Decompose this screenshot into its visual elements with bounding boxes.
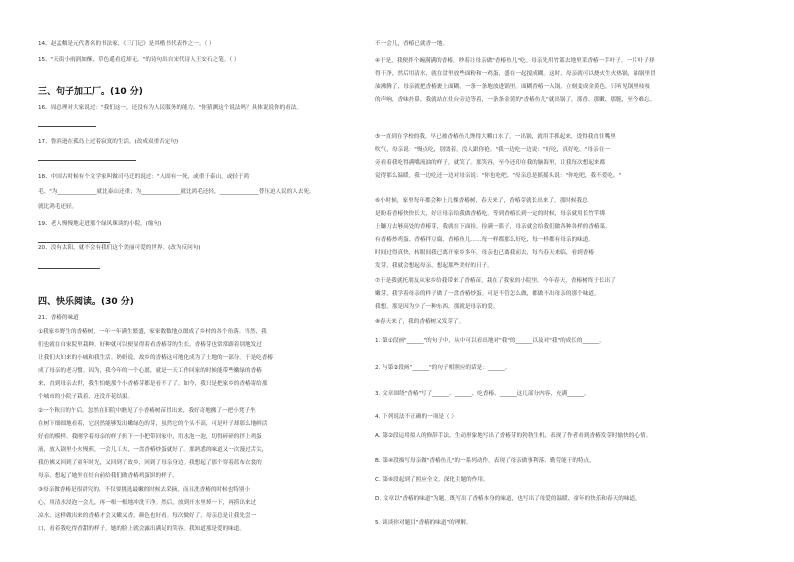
passage-p6-line-3: 上镰刀去够高处的香椿芽，我就在下面捡。捡满一篮子，母亲就会给我们做各种各样的香椿菜。 [375, 224, 611, 230]
question-16: 16、周总理对大家说过："我们这一，还没有为人民服务的能力。"你猜测这个说法吗？具体说说你的看法。 [38, 105, 302, 111]
answer-blank-17[interactable] [38, 160, 136, 161]
passage-p6-line-1: ⑥小时候，家里每年都会种上几棵香椿树，春天来了，香椿芽就长出来了。那时候我总 [375, 198, 588, 204]
question-18-line-2: 毛。"为______________就比泰山还重；为______________就比鸿毛还轻，______________替压迫人民的人去死， [38, 189, 315, 195]
answer-blank-19[interactable] [38, 242, 110, 243]
passage-p4-line-4: 的声响，香味扑鼻。我就站在灶台旁边等着，一条条金黄的"香椿鱼儿"就出锅了，那香、那嫩、那脆，至今难忘。 [375, 97, 656, 103]
passage-p5-line-1: ⑤一直到在学校的我，早已被香椿鱼儿馋得大嚼口水了。一出锅，就用手抓起来，烫得我直往嘴里 [375, 134, 616, 140]
passage-p1-line-6: 个城市的小院子栽着，还没开花结果。 [38, 394, 134, 400]
question-19: 19、老人慢慢地走进那个绿风珠谈的小院。(缩句) [38, 221, 162, 227]
passage-p1-line-3: 让我们夫妇来的小城和我生活。奶奶说，故乡的香椿这可地化成为了土地的一部分。于是吃香椿 [38, 355, 273, 361]
passage-p6-line-6: 发芽，我就会想起母亲，想起那些美好的日子。 [375, 263, 493, 269]
passage-p6-line-5: 时间过得真快，转眼间我已离开家乡多年，母亲也已离我而去，每当春天来临，看到香椿 [375, 250, 594, 256]
passage-p7-line-3: 我想，那是因为少了一种东西，那就是母亲的爱。 [375, 304, 499, 310]
passage-p4-line-1: ④于是，我便拌个碗满满的香椿，吵着让母亲做"香椿鱼儿"吃。母亲先用竹篮去地里采香椿一手叶子，一片叶子择 [375, 58, 655, 64]
reading-question-4: 4. 下列说法不正确的一项是（ ） [375, 414, 457, 420]
passage-p5-line-4: 觉得那么温暖。我一边吃还一边对母亲说："你也吃吧。"母亲总是摇摇头说："你吃吧，我不爱吃。" [375, 173, 622, 179]
passage-p2-line-3: 好看的模样。我刚学着母亲的样子折下一小把带回家中，用水泡一泡，切得碎碎的拌上鸡蛋 [38, 434, 262, 440]
reading-question-4-option-c[interactable]: C. 第⑥段起到了照应全文，深化主题的作用。 [375, 477, 489, 483]
question-18-line-1: 18、中国古时候有个文学家叫做司马迁的说过："人固有一死，或重于泰山，或轻于鸿 [38, 174, 250, 180]
passage-p8: ⑧春天来了，我的香椿树又发芽了。 [375, 319, 465, 325]
section-4-title: 四、快乐阅读。(30 分) [38, 297, 134, 307]
question-15: 15、"天街小雨润如酥，草色遥看近却无。"的诗句出自宋代诗人王安石之笔。（ ） [38, 57, 240, 63]
passage-p4-line-2: 得干净，然后用清水，就在盘里放些面粉和一鸡蛋，盛在一起搅成糊。这时，母亲就可以烧火生火热锅，油锅里冒 [375, 71, 656, 77]
passage-p2-line-5: 我仿佛又回到了童年时光，又回到了故乡，回到了母亲身边。我想起了那个穿着蓝布衣裳的 [38, 460, 262, 466]
passage-p1-line-2: 们也就在自家院里栽种。好种就可以便显得着看香椿芽的生长。香椿芽也常常跟着别地发过 [38, 342, 262, 348]
passage-p1-line-1: ①我家乡野生的香椿树，一年一年满生繁盛，家家数数地点缀成了乡村的各个角落。当然，我 [38, 329, 267, 335]
passage-p5-line-2: 吹气，母亲说："慢点吃，别烫着，没人跟你抢。"我一边吃一边说："好吃，真好吃。"母亲在一 [375, 147, 610, 153]
passage-p3-line-3: 凉水，这样做出来的香椿才会又嫩又香，颜色也好看。每次做好了，母亲总是让我先尝一 [38, 513, 257, 519]
passage-p6-line-4: 有香椿炒鸡蛋、香椿拌豆腐、香椿鱼儿……每一样都那么好吃，每一样都有母亲的味道。 [375, 237, 594, 243]
passage-p2-line-2: 在树下细细地看着，它居然能够发出嫩绿色的芽，虽然它的个头不高，可是叶子却那么地鲜活 [38, 421, 268, 427]
passage-p1-line-4: 成了母亲的老习惯。因为，我今年的一个心愿，就是一天工作回家的时候能带些嫩绿的香椿 [38, 368, 262, 374]
passage-p2-line-6: 母亲，想起了她坐在灶台前给我们做香椿鸡蛋饼的样子。 [38, 473, 178, 479]
passage-p3-line-1: ③母亲做香椿是很讲究的，不仅要挑选最嫩的时候去采摘，而且洗香椿的时候也特别小 [38, 487, 250, 493]
passage-p3-line-2: 心，用清水浸泡一会儿，再一根一根地冲洗干净。然后，放到开水里焯一下，再捞出来过 [38, 500, 257, 506]
reading-question-4-option-b[interactable]: B. 第④段描写母亲做"香椿鱼儿"的一系列动作，表现了母亲做事利落、勤劳能干的特点。 [375, 458, 595, 464]
passage-p7-line-1: ⑦于是我就托朋友从家乡给我带来了香椿苗，栽在了我家的小院里。今年春天，香椿树终于长出了 [375, 278, 616, 284]
passage-p4-line-3: 油沸腾了，母亲就把香椿裹上面糊，一条一条地放进锅里。面糊香椿一入锅，立刻变成金黄色，只听见锅里吱吱 [375, 84, 651, 90]
reading-question-5: 5. 谈谈你对题目"香椿的味道"的理解。 [375, 520, 472, 526]
answer-blank-16[interactable] [38, 126, 96, 127]
reading-question-3: 3. 文章围绕"香椿"写了______、______、吃香椿、______这几部分内容，充满______。 [375, 391, 590, 397]
reading-question-4-option-d[interactable]: D. 文章以"香椿的味道"为题，既写出了香椿本身的味道，也写出了母爱的温暖、童年的快乐和春天的味道。 [375, 496, 641, 502]
passage-p3-end: 不一会儿，香椿已就香一地。 [375, 41, 448, 47]
passage-p2-line-1: ②一个秋日的午后，忽然在旧院中瞧见了小香椿树苗冒出来，我好奇地搬了一把小凳子坐 [38, 408, 256, 414]
question-20: 20、没有太阳，就不会有我们这个美丽可爱的世界。(改为反问句) [38, 245, 201, 251]
passage-p2-line-4: 液，放入锅里小火慢煎，一会儿工夫，一盘香椿炒蛋就好了。那熟悉的味道又一次漫过舌尖， [38, 447, 268, 453]
passage-p7-line-2: 嫩芽，我学着母亲的样子做了一盘香椿炒蛋。可是不管怎么做，都做不出母亲的那个味道。 [375, 291, 600, 297]
passage-p6-line-2: 是盼着香椿快快长大，好让母亲给我做香椿吃。等到香椿长到一定的时候，母亲就用长竹竿绑 [375, 211, 606, 217]
section-3-title: 三、句子加工厂。(10 分) [38, 87, 143, 97]
reading-question-4-option-a[interactable]: A. 第②段运用拟人的修辞手法，生动形象地写出了香椿芽的勃勃生机，表现了作者看到香椿发芽时愉快的心情。 [375, 433, 652, 439]
question-21-title: 21、香椿的味道 [38, 315, 79, 321]
answer-blank-20[interactable] [38, 268, 100, 269]
question-14: 14、赵孟頫是元代著名的书法家，《三门记》是其楷书代表作之一。（ ） [38, 41, 215, 47]
reading-question-1: 1. 第①段画"______"的句子中，从中可以看出地对"我"的______以及对"我"的成长的______。 [375, 338, 606, 344]
question-18-line-3: 就比鸿毛还轻。 [38, 204, 78, 210]
reading-question-2: 2. 与第②段画"______"的句子相照应的话是：______。 [375, 365, 511, 371]
passage-p5-line-3: 旁看着我吃得满嘴流油的样子，就笑了。那笑容，至今还印在我的脑海里，让我每次想起来都 [375, 160, 606, 166]
question-17: 17、鲁滨逊在孤岛上过着寂寞的生活。(改成双重否定句) [38, 139, 179, 145]
passage-p3-line-4: 口，看着我吃得香甜的样子，她的脸上就会露出满足的笑容。我知道那是爱的味道。 [38, 526, 245, 532]
passage-p1-line-5: 来，直到母亲去世，我生怕她那个小香椿芽都是看不了了。如今，我只是把家乡的香椿寄给那 [38, 381, 268, 387]
